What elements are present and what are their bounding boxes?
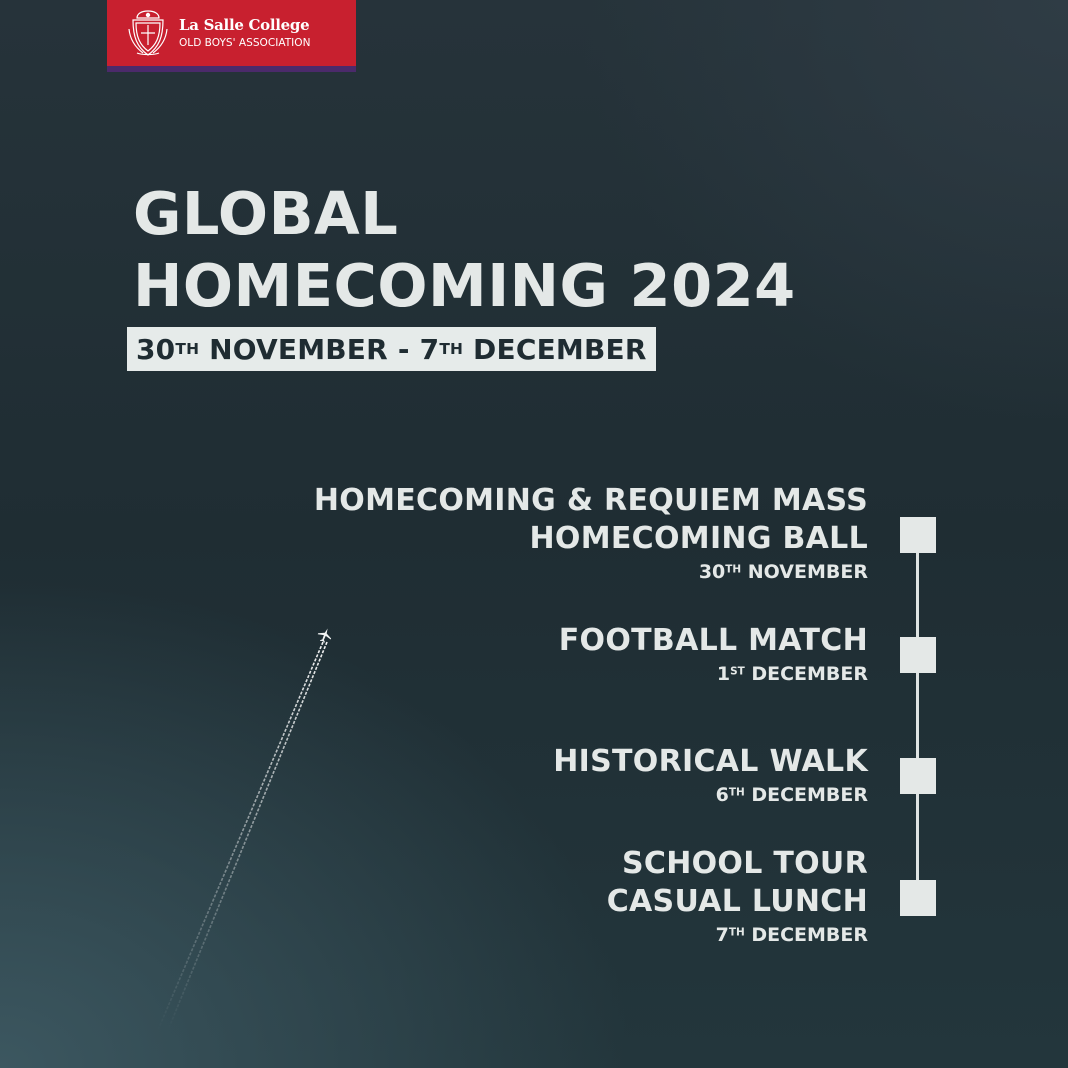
airplane-icon (316, 626, 334, 645)
event-month: DECEMBER (751, 663, 868, 685)
event-date (314, 560, 868, 584)
timeline-node (900, 758, 936, 794)
event-day: 6 (715, 784, 729, 806)
event-month: DECEMBER (751, 924, 868, 946)
event-day: 1 (716, 663, 731, 685)
date-separator: - (397, 332, 410, 366)
event-month: NOVEMBER (747, 561, 868, 583)
contrail-trail (158, 642, 327, 1030)
event-item (607, 845, 868, 947)
event-day-suffix: TH (725, 563, 742, 576)
event-title: HOMECOMING BALL (529, 521, 868, 556)
school-crest-icon (127, 9, 169, 57)
title-line-2: HOMECOMING 2024 (133, 251, 796, 320)
brand-logo (107, 0, 356, 66)
timeline-node (900, 637, 936, 673)
event-day: 30 (698, 561, 726, 583)
timeline-node (900, 880, 936, 916)
airplane-contrail-graphic (150, 620, 340, 1040)
start-month: NOVEMBER (209, 332, 388, 366)
event-title: HISTORICAL WALK (553, 744, 868, 779)
end-day: 7 (419, 332, 440, 366)
event-month: DECEMBER (751, 784, 868, 806)
event-item (553, 743, 868, 807)
logo-accent-bar (107, 66, 356, 72)
start-day: 30 (136, 332, 176, 366)
event-date (559, 662, 868, 686)
logo-subtitle: OLD BOYS' ASSOCIATION (179, 36, 311, 49)
logo-name: La Salle College (179, 16, 310, 34)
event-title: SCHOOL TOUR (621, 846, 868, 881)
event-item (314, 482, 868, 584)
title-line-1: GLOBAL (133, 179, 399, 248)
event-title: CASUAL LUNCH (606, 884, 868, 919)
event-date (553, 783, 868, 807)
event-date (607, 923, 868, 947)
event-day-suffix: TH (728, 926, 745, 939)
event-title: FOOTBALL MATCH (558, 623, 868, 658)
timeline-line (916, 535, 919, 899)
page-title (133, 178, 796, 322)
event-day-suffix: TH (728, 786, 745, 799)
event-item (559, 622, 868, 686)
event-day: 7 (715, 924, 729, 946)
end-month: DECEMBER (473, 332, 647, 366)
logo-text (179, 18, 316, 48)
timeline-node (900, 517, 936, 553)
event-title: HOMECOMING & REQUIEM MASS (313, 483, 868, 518)
date-range-badge: 30 TH NOVEMBER - 7 TH DECEMBER (127, 327, 656, 371)
event-day-suffix: ST (730, 665, 745, 678)
